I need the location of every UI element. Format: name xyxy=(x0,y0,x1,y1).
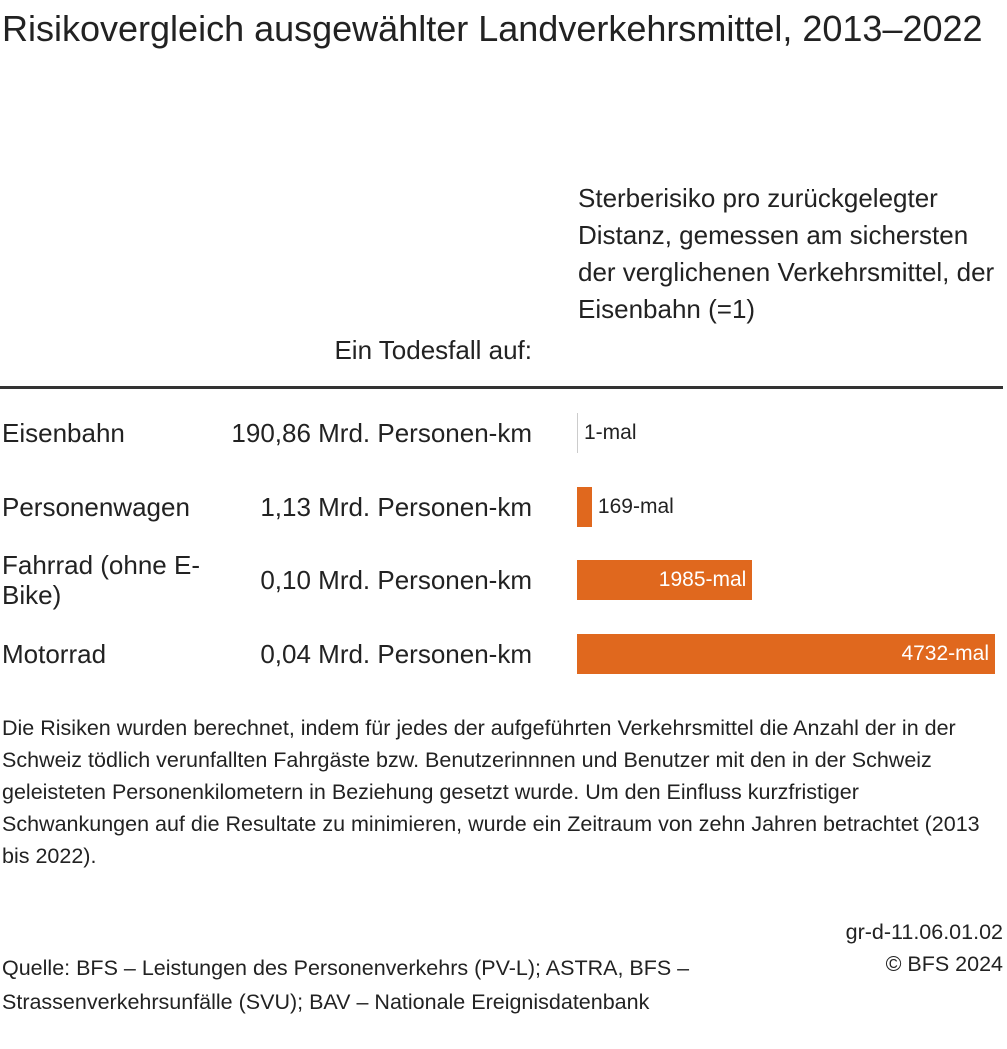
chart-code: gr-d-11.06.01.02 xyxy=(845,920,1003,944)
distance-label: 0,04 Mrd. Personen-km xyxy=(260,639,532,669)
distance-label: 1,13 Mrd. Personen-km xyxy=(260,492,532,522)
bar xyxy=(577,413,578,453)
distance-label: 0,10 Mrd. Personen-km xyxy=(260,565,532,595)
copyright: © BFS 2024 xyxy=(885,952,1003,976)
chart-row xyxy=(0,477,1003,537)
category-label: Motorrad xyxy=(2,639,107,669)
chart-meta xyxy=(846,916,1003,980)
value-label: 1985-mal xyxy=(658,568,747,591)
bar-area xyxy=(577,477,997,537)
distance-label: 190,86 Mrd. Personen-km xyxy=(231,418,532,448)
column-header-distance: Ein Todesfall auf: xyxy=(334,335,532,365)
bar xyxy=(577,487,592,527)
bar-area xyxy=(577,403,997,463)
chart-row xyxy=(0,403,1003,463)
chart-row xyxy=(0,550,1003,610)
column-header-risk: Sterberisiko pro zurückgelegter Distanz, gemessen am sichersten der verglichenen Verkehrsmittel, der Eisenbahn (=1) xyxy=(578,183,995,324)
chart-title: Risikovergleich ausgewählter Landverkehrsmittel, 2013–2022 xyxy=(2,8,983,49)
chart-row xyxy=(0,624,1003,684)
value-label: 169-mal xyxy=(597,495,674,518)
category-label: Eisenbahn xyxy=(2,418,125,448)
header-rule xyxy=(0,386,1003,389)
source-note: Quelle: BFS – Leistungen des Personenverkehrs (PV-L); ASTRA, BFS – Strassenverkehrsunfälle (SVU); BAV – Nationale Ereignisdatenbank xyxy=(2,956,690,1014)
bar-area xyxy=(577,550,997,610)
footnote: Die Risiken wurden berechnet, indem für jedes der aufgeführten Verkehrsmittel die Anzahl der in der Schweiz tödlich verunfallten Fahrgäste bzw. Benutzerinnnen und Benutzer mit den in der Schweiz geleisteten Personenkilometern in Beziehung gesetzt wurde. Um den Einfluss kurzfristiger Schwankungen auf die Resultate zu minimieren, wurde ein Zeitraum von zehn Jahren betrachtet (2013 bis 2022). xyxy=(2,716,980,868)
bar-area xyxy=(577,624,997,684)
value-label: 4732-mal xyxy=(901,642,989,665)
value-label: 1-mal xyxy=(584,421,637,444)
category-label: Personenwagen xyxy=(2,492,190,522)
category-label: Fahrrad (ohne E-Bike) xyxy=(2,550,200,610)
